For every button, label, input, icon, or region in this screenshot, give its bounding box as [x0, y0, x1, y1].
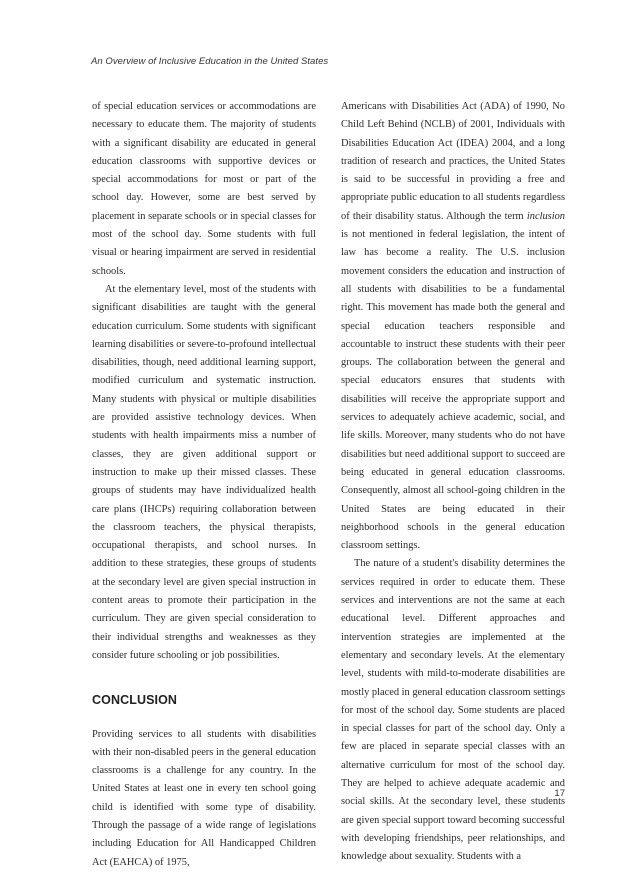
- paragraph-text: Americans with Disabilities Act (ADA) of 1990, No Child Left Behind (NCLB) of 2001, Individuals with Disabilities Education Act (IDEA) 2004, and a long tradition of research and practices, the United States is said to be successful in providing a free and appropriate public education to all students regardless of their disability status. Although the term: [341, 101, 565, 222]
- page-number: 17: [554, 788, 565, 799]
- running-header-title: An Overview of Inclusive Education in the United States: [91, 56, 329, 67]
- body-paragraph: of special education services or accommodations are necessary to educate them. The majority of students with a significant disability are educated in general education classrooms with supportive devices or special accommodations for most or part of the school day. However, some are best served by placement in separate schools or in special classes for most of the school day. Some students with full visual or hearing impairment are served in residential schools.: [92, 101, 316, 277]
- right-column: [341, 98, 565, 866]
- body-paragraph: At the elementary level, most of the students with significant disabilities are taught with the general education curriculum. Some students with significant learning disabilities or severe-to-profound intellectual disabilities, though, need additional learning support, modified curriculum and systematic instruction. Many students with physical or multiple disabilities are provided assistive technology devices. When students with health impairments miss a number of classes, they are given additional support or instruction to make up their missed classes. These groups of students may have individualized health care plans (IHCPs) requiring collaboration between the classroom teachers, the physical therapists, occupational therapists, and school nurses. In addition to these strategies, these groups of students at the secondary level are given special instruction in content areas to promote their participation in the curriculum. They are given special consideration to their individual strengths and weaknesses as they consider future schooling or job possibilities.: [92, 283, 316, 661]
- body-paragraph: [341, 98, 565, 555]
- paragraph-text: is not mentioned in federal legislation, the intent of law has become a reality. The U.S. inclusion movement considers the education and instruction of all students with disabilities to be a fundamental right. This movement has made both the general and special education teachers responsible and accountable to instruct these students with their peer groups. The collaboration between the general and special educators ensures that students with disabilities will receive the appropriate support and services to adequately achieve academic, social, and life skills. Moreover, many students who do not have disabilities but need additional support to succeed are being educated in general education classrooms. Consequently, almost all school-going children in the United States are being educated in their neighborhood schools in the general education classroom settings.: [341, 229, 565, 552]
- body-paragraph: The nature of a student's disability determines the services required in order to educate them. These services and interventions are not the same at each educational level. Different approaches and intervention strategies are implemented at the elementary and secondary levels. At the elementary level, students with mild-to-moderate disabilities are mostly placed in general education classroom settings for most of the school day. Some students are placed in special classes for part of the school day. Only a few are placed in separate special classes with an alternative curriculum for most of the school day. They are helped to achieve adequate academic and social skills. At the secondary level, these students are given special support toward becoming successful with developing friendships, peer relationships, and knowledge about sexuality. Students with a: [341, 558, 565, 863]
- conclusion-heading: CONCLUSION: [92, 693, 178, 708]
- left-column: [92, 98, 316, 872]
- conclusion-paragraph: Providing services to all students with disabilities with their non-disabled peers in the general education classrooms is a challenge for any country. In the United States at least one in every ten school going child is identified with some type of disability. Through the passage of a wide range of legislations including Education for All Handicapped Children Act (EAHCA) of 1975,: [92, 728, 316, 868]
- emphasized-term: inclusion: [526, 210, 565, 222]
